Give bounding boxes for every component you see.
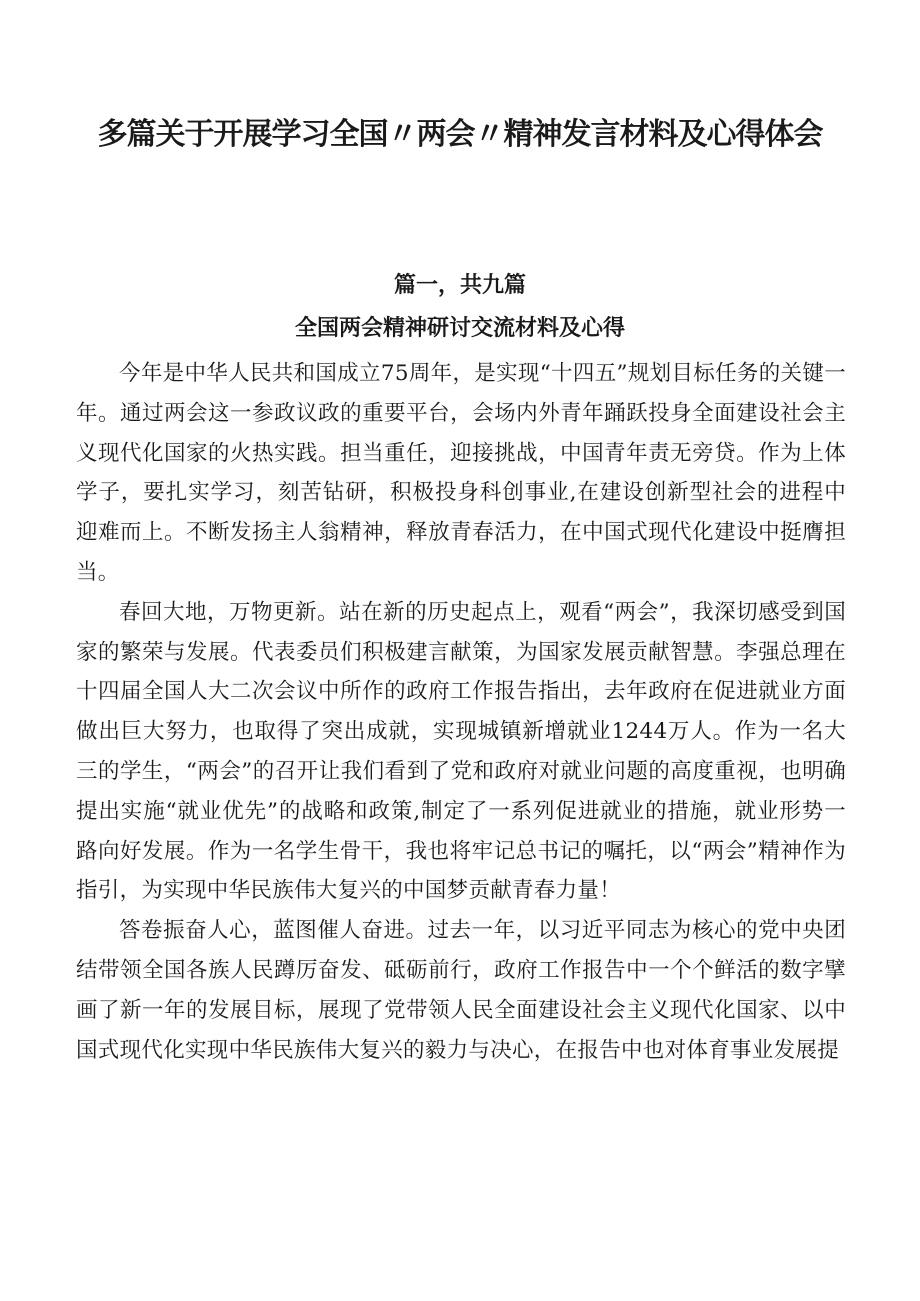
body-paragraph: 答卷振奋人心，蓝图催人奋进。过去一年，以习近平同志为核心的党中央团结带领全国各族人民蹲厉奋发、砥砺前行，政府工作报告中一个个鲜活的数字擘画了新一年的发展目标，展现了党带领人民全面建设社会主义现代化国家、以中国式现代化实现中华民族伟大复兴的毅力与决心，在报告中也对体育事业发展提 xyxy=(76,918,846,1063)
body-paragraph: 今年是中华人民共和国成立75周年，是实现“十四五”规划目标任务的关键一年。通过两会这一参政议政的重要平台，会场内外青年踊跃投身全面建设社会主义现代化国家的火热实践。担当重任，迎接挑战，中国青年责无旁贷。作为上体学子，要扎实学习，刻苦钻研，积极投身科创事业,在建设创新型社会的进程中迎难而上。不断发扬主人翁精神，释放青春活力，在中国式现代化建设中挺膺担当。 xyxy=(76,361,846,585)
section-number: 篇一，共九篇 xyxy=(393,273,526,298)
document-body xyxy=(76,354,846,1070)
section-title: 全国两会精神研讨交流材料及心得 xyxy=(294,316,625,341)
body-paragraph: 春回大地，万物更新。站在新的历史起点上，观看“两会”，我深切感受到国家的繁荣与发展。代表委员们积极建言献策，为国家发展贡献智慧。李强总理在十四届全国人大二次会议中所作的政府工作报告指出，去年政府在促进就业方面做出巨大努力，也取得了突出成就，实现城镇新增就业1244万人。作为一名大三的学生，“两会”的召开让我们看到了党和政府对就业问题的高度重视，也明确提出实施“就业优先”的战略和政策,制定了一系列促进就业的措施，就业形势一路向好发展。作为一名学生骨干，我也将牢记总书记的嘱托，以“两会”精神作为指引，为实现中华民族伟大复兴的中国梦贡献青春力量！ xyxy=(76,599,846,904)
document-title: 多篇关于开展学习全国〃两会〃精神发言材料及心得体会 xyxy=(97,117,823,152)
